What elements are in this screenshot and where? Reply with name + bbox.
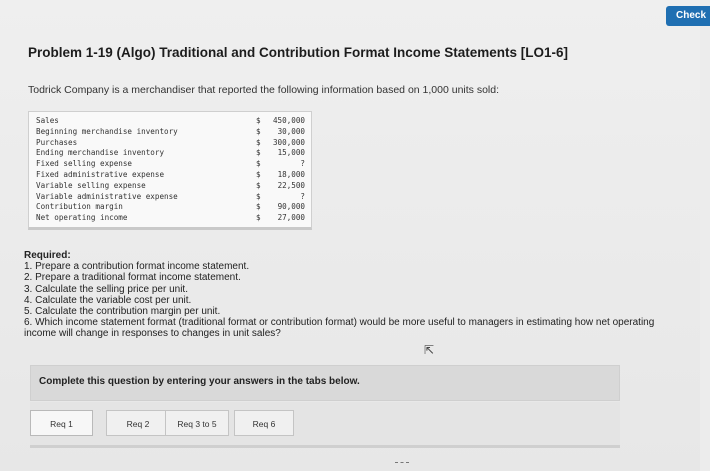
- row-value: ?: [300, 191, 305, 201]
- required-item: 3. Calculate the selling price per unit.: [24, 283, 188, 295]
- row-label: Variable selling expense: [36, 180, 146, 190]
- row-currency: $: [256, 126, 261, 136]
- problem-title: Problem 1-19 (Algo) Traditional and Contribution Format Income Statements [LO1-6]: [28, 45, 569, 60]
- table-row: [29, 181, 311, 192]
- row-currency: $: [256, 202, 261, 212]
- data-table: [28, 111, 312, 230]
- row-currency: $: [256, 148, 261, 158]
- table-row: [29, 213, 311, 224]
- table-row: [29, 148, 311, 159]
- row-value: ?: [300, 159, 305, 169]
- row-currency: $: [256, 159, 261, 169]
- table-row: [29, 192, 311, 203]
- row-currency: $: [256, 170, 261, 179]
- row-label: Fixed administrative expense: [36, 170, 165, 179]
- table-row: [29, 116, 311, 127]
- mouse-cursor-icon: ⇱: [424, 343, 435, 357]
- required-item: 1. Prepare a contribution format income statement.: [24, 261, 250, 273]
- instructions-banner: [30, 365, 620, 401]
- required-section: [24, 250, 684, 340]
- tab-req-1[interactable]: Req 1: [30, 410, 93, 436]
- row-value: 22,500: [277, 180, 305, 190]
- row-value: 18,000: [277, 170, 305, 179]
- tabs-bar: [30, 402, 620, 448]
- tab-req-3-to-5[interactable]: Req 3 to 5: [165, 410, 229, 436]
- required-item: 2. Prepare a traditional format income statement.: [24, 272, 241, 284]
- row-label: Contribution margin: [36, 202, 123, 212]
- row-currency: $: [256, 116, 261, 125]
- required-item: 6. Which income statement format (traditional format or contribution format) would be more useful to managers in estimating how net operating income will change in responses to changes in unit sales?: [24, 317, 655, 340]
- required-item: 5. Calculate the contribution margin per unit.: [24, 306, 221, 318]
- row-label: Net operating income: [36, 213, 128, 223]
- row-value: 450,000: [272, 116, 305, 125]
- table-row: [29, 138, 311, 149]
- row-label: Purchases: [36, 137, 78, 147]
- tab-req-2[interactable]: Req 2: [106, 410, 170, 436]
- tab-req-6[interactable]: Req 6: [234, 410, 294, 436]
- row-currency: $: [256, 191, 261, 201]
- row-label: Ending merchandise inventory: [36, 148, 165, 158]
- row-label: Fixed selling expense: [36, 159, 133, 169]
- row-value: 300,000: [272, 137, 305, 147]
- row-currency: $: [256, 137, 261, 147]
- row-label: Sales: [36, 116, 59, 125]
- row-currency: $: [256, 213, 261, 223]
- row-label: Variable administrative expense: [36, 191, 178, 201]
- row-value: 15,000: [277, 148, 305, 158]
- required-item: 4. Calculate the variable cost per unit.: [24, 294, 192, 306]
- table-row: [29, 170, 311, 181]
- problem-intro: Todrick Company is a merchandiser that reported the following information based on 1,000 units sold:: [28, 84, 500, 96]
- check-button[interactable]: Check: [666, 6, 710, 26]
- bottom-divider: [395, 462, 409, 466]
- table-row: [29, 202, 311, 213]
- table-row: [29, 159, 311, 170]
- required-heading: Required:: [24, 250, 71, 261]
- row-value: 30,000: [277, 126, 305, 136]
- row-value: 27,000: [277, 213, 305, 223]
- row-label: Beginning merchandise inventory: [36, 126, 178, 136]
- row-value: 90,000: [277, 202, 305, 212]
- row-currency: $: [256, 180, 261, 190]
- table-row: [29, 127, 311, 138]
- banner-text: Complete this question by entering your answers in the tabs below.: [39, 376, 360, 387]
